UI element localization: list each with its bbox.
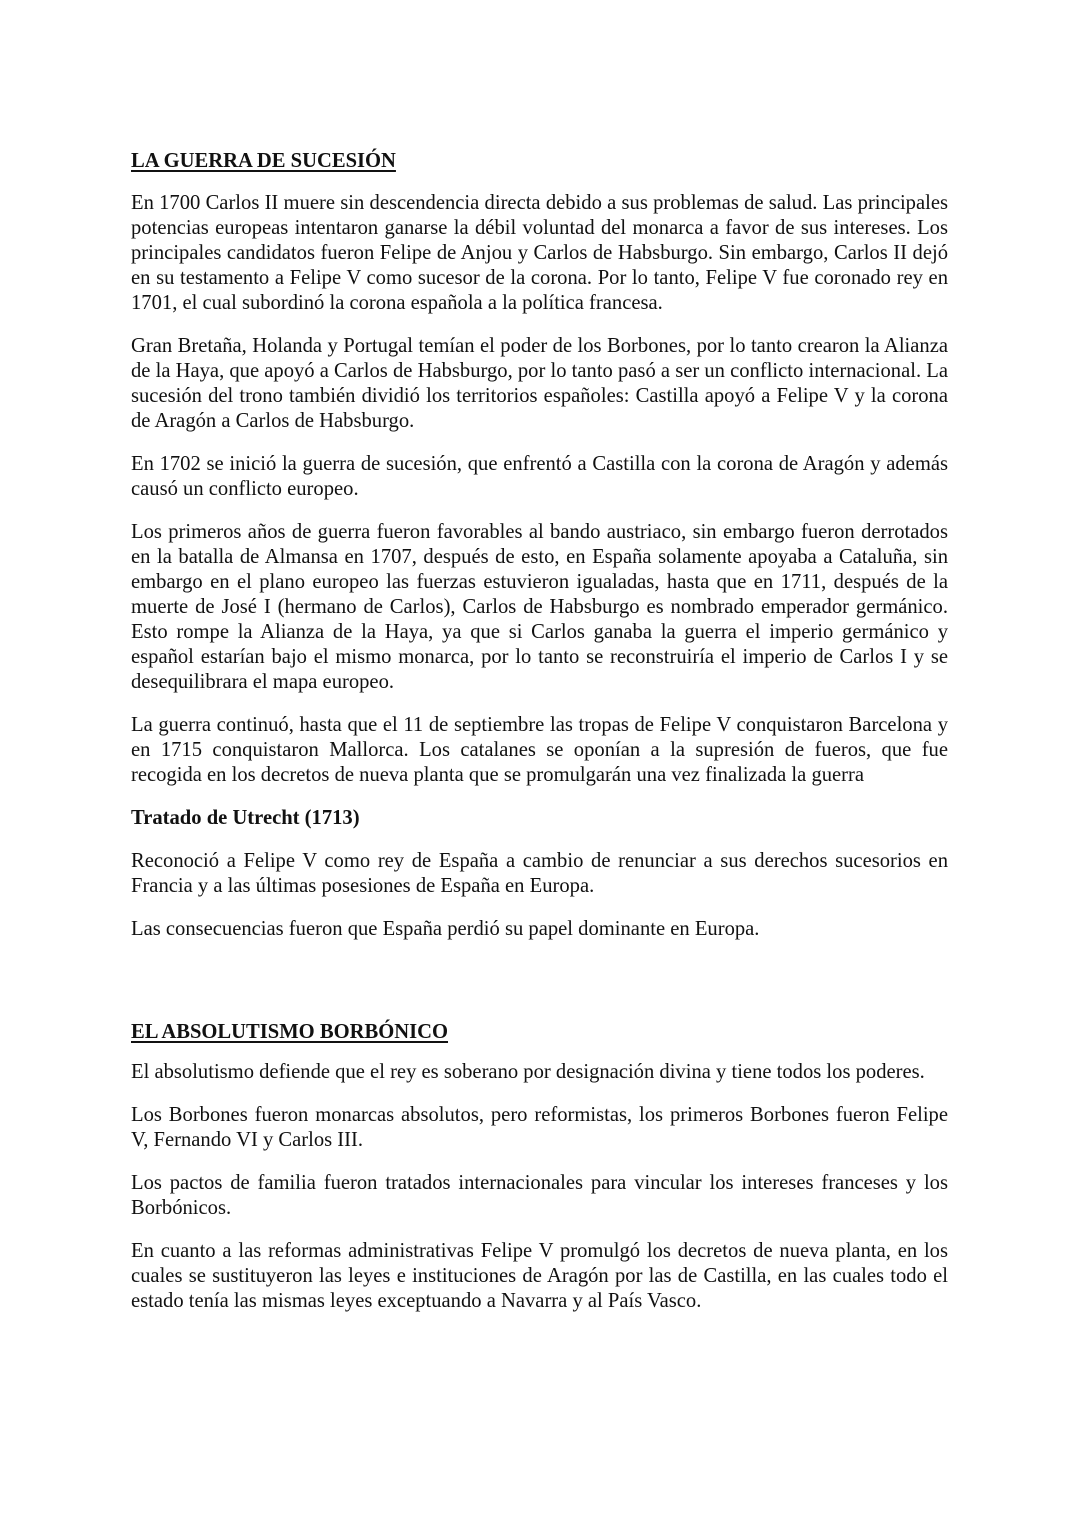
paragraph: Reconoció a Felipe V como rey de España a cambio de renunciar a sus derechos sucesorios en Francia y a las últimas posesiones de España en Europa. (131, 850, 948, 897)
paragraph: Las consecuencias fueron que España perdió su papel dominante en Europa. (131, 918, 760, 940)
subheading-tratado-utrecht: Tratado de Utrecht (1713) (131, 807, 360, 829)
document-page (131, 146, 948, 1332)
paragraph: La guerra continuó, hasta que el 11 de septiembre las tropas de Felipe V conquistaron Barcelona y en 1715 conquistaron Mallorca. Los catalanes se oponían a la supresión de fueros, que fue recogida en los decretos de nueva planta que se promulgarán una vez finalizada la guerra (131, 714, 948, 786)
paragraph: En 1702 se inició la guerra de sucesión, que enfrentó a Castilla con la corona de Aragón y además causó un conflicto europeo. (131, 453, 948, 500)
section-heading-guerra-sucesion: LA GUERRA DE SUCESIÓN (131, 150, 396, 172)
section-heading-absolutismo-borbonico: EL ABSOLUTISMO BORBÓNICO (131, 1021, 449, 1043)
paragraph: En cuanto a las reformas administrativas Felipe V promulgó los decretos de nueva planta, en los cuales se sustituyeron las leyes e instituciones de Aragón por las de Castilla, en las cuales todo el estado tenía las mismas leyes exceptuando a Navarra y al País Vasco. (131, 1240, 948, 1312)
paragraph: Los pactos de familia fueron tratados internacionales para vincular los intereses franceses y los Borbónicos. (131, 1172, 948, 1219)
paragraph: Los Borbones fueron monarcas absolutos, pero reformistas, los primeros Borbones fueron Felipe V, Fernando VI y Carlos III. (131, 1104, 948, 1151)
paragraph: Gran Bretaña, Holanda y Portugal temían el poder de los Borbones, por lo tanto crearon la Alianza de la Haya, que apoyó a Carlos de Habsburgo, por lo tanto pasó a ser un conflicto internacional. La sucesión del trono también dividió los territorios españoles: Castilla apoyó a Felipe V y la corona de Aragón a Carlos de Habsburgo. (131, 335, 948, 432)
paragraph: Los primeros años de guerra fueron favorables al bando austriaco, sin embargo fueron derrotados en la batalla de Almansa en 1707, después de esto, en España solamente apoyaba a Cataluña, sin embargo en el plano europeo las fuerzas estuvieron igualadas, hasta que en 1711, después de la muerte de José I (hermano de Carlos), Carlos de Habsburgo es nombrado emperador germánico. Esto rompe la Alianza de la Haya, ya que si Carlos ganaba la guerra el imperio germánico y español estarían bajo el mismo monarca, por lo tanto se reconstruiría el imperio de Carlos I y se desequilibrara el mapa europeo. (131, 521, 948, 693)
paragraph: El absolutismo defiende que el rey es soberano por designación divina y tiene todos los poderes. (131, 1061, 925, 1083)
paragraph: En 1700 Carlos II muere sin descendencia directa debido a sus problemas de salud. Las principales potencias europeas intentaron ganarse la débil voluntad del monarca a favor de sus intereses. Los principales candidatos fueron Felipe de Anjou y Carlos de Habsburgo. Sin embargo, Carlos II dejó en su testamento a Felipe V como sucesor de la corona. Por lo tanto, Felipe V fue coronado rey en 1701, el cual subordinó la corona española a la política francesa. (131, 192, 948, 314)
